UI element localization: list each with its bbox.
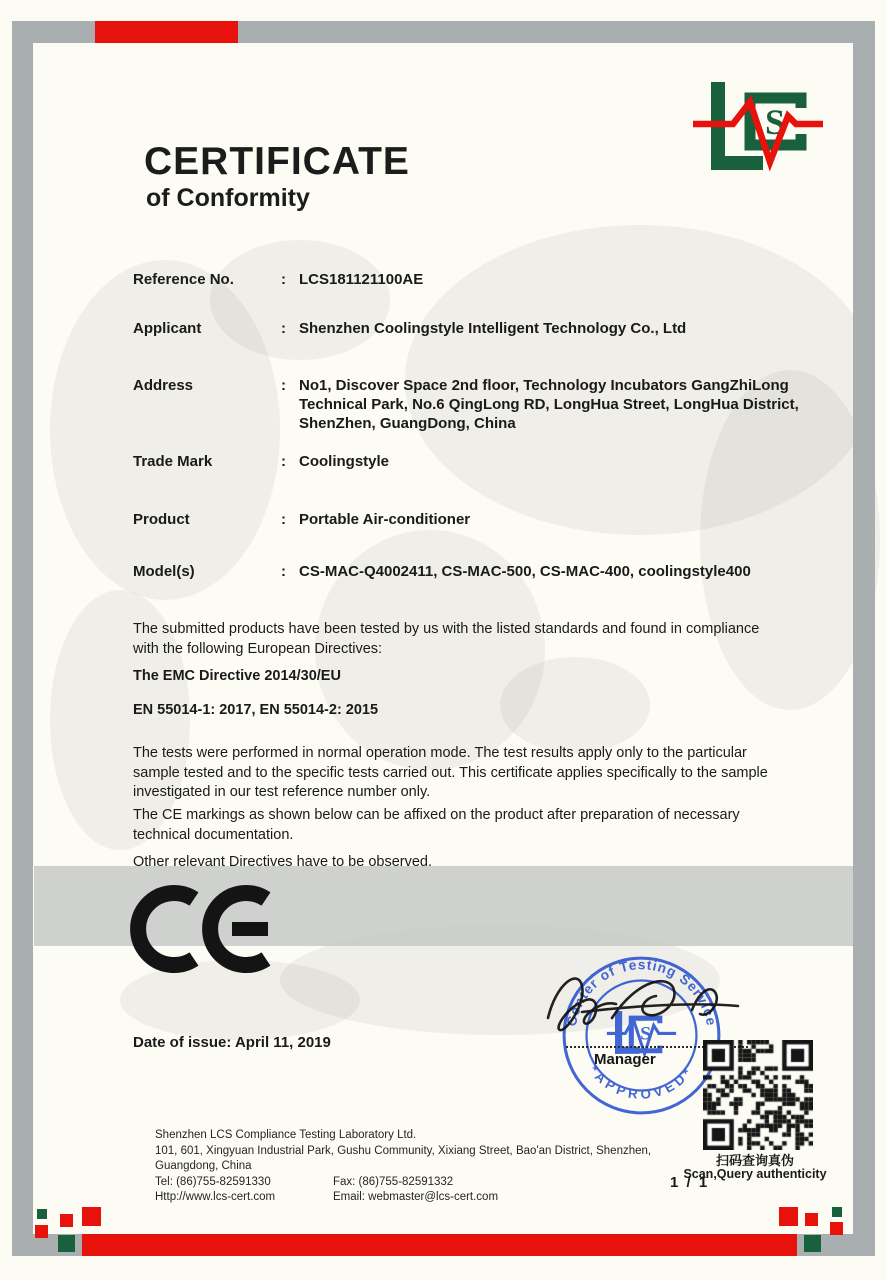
paragraph-standards: EN 55014-1: 2017, EN 55014-2: 2015 bbox=[133, 702, 379, 718]
footer-web: Http://www.lcs-cert.com bbox=[155, 1191, 276, 1203]
field-colon: : bbox=[281, 453, 286, 470]
footer-web-email bbox=[155, 1190, 715, 1206]
certificate-subtitle: of Conformity bbox=[146, 184, 310, 212]
field-row-product bbox=[133, 510, 813, 529]
paragraph-directive: The EMC Directive 2014/30/EU bbox=[133, 668, 341, 684]
corner-square bbox=[60, 1214, 73, 1227]
border-top-red-segment bbox=[95, 21, 238, 43]
footer-tel: Tel: (86)755-82591330 bbox=[155, 1175, 271, 1188]
field-label: Reference No. bbox=[133, 271, 234, 288]
field-value: Shenzhen Coolingstyle Intelligent Technology Co., Ltd bbox=[299, 320, 687, 337]
field-value: CS-MAC-Q4002411, CS-MAC-500, CS-MAC-400, coolingstyle400 bbox=[299, 563, 751, 580]
corner-square bbox=[58, 1235, 75, 1252]
footer-address-line2: Guangdong, China bbox=[155, 1160, 252, 1172]
paragraph-other: Other relevant Directives have to be observed. bbox=[133, 854, 433, 870]
field-label: Model(s) bbox=[133, 563, 195, 580]
page-number: 1 / 1 bbox=[670, 1174, 710, 1191]
qr-caption-en: Scan,Query authenticity bbox=[683, 1167, 827, 1181]
logo-letter-s: S bbox=[764, 102, 786, 142]
corner-square bbox=[779, 1207, 798, 1226]
field-value: No1, Discover Space 2nd floor, Technology Incubators GangZhiLong Technical Park, No.6 QingLong RD, LongHua Street, LongHua District, ShenZhen, GuangDong, China bbox=[299, 377, 799, 432]
corner-square bbox=[37, 1209, 47, 1219]
paragraph-tests: The tests were performed in normal operation mode. The test results apply only to the particular sample tested and to the specific tests carried out. This certificate applies specifically to the sample investigated in our test reference number only. bbox=[133, 745, 768, 800]
field-value: LCS181121100AE bbox=[299, 271, 424, 288]
border-bottom-red-segment bbox=[82, 1234, 797, 1256]
field-row-applicant bbox=[133, 319, 813, 338]
footer-email: Email: webmaster@lcs-cert.com bbox=[333, 1191, 499, 1203]
field-label: Trade Mark bbox=[133, 453, 213, 470]
footer bbox=[155, 1128, 715, 1206]
stamp-arc-bottom-text: *APPROVED* bbox=[586, 1062, 697, 1103]
paragraph-ce-marking: The CE markings as shown below can be affixed on the product after preparation of necessary technical documentation. bbox=[133, 807, 740, 843]
border-left bbox=[12, 21, 33, 1256]
field-colon: : bbox=[281, 320, 286, 337]
field-label: Product bbox=[133, 511, 190, 528]
field-colon: : bbox=[281, 271, 286, 288]
signer-role: Manager bbox=[594, 1051, 656, 1068]
field-row-address bbox=[133, 376, 813, 433]
qr-caption-cn: 扫码查询真伪 bbox=[715, 1153, 794, 1168]
footer-address-line1: 101, 601, Xingyuan Industrial Park, Gushu Community, Xixiang Street, Bao'an District, Shenzhen, bbox=[155, 1144, 652, 1157]
stamp-arc-top-text: Center of Testing Service bbox=[563, 957, 720, 1028]
stamp-letter-s: S bbox=[640, 1023, 651, 1045]
corner-square bbox=[82, 1207, 101, 1226]
qr-code bbox=[703, 1040, 813, 1150]
lcs-logo-icon bbox=[693, 72, 823, 184]
field-label: Applicant bbox=[133, 320, 202, 337]
corner-square bbox=[830, 1222, 843, 1235]
field-colon: : bbox=[281, 511, 286, 528]
corner-square bbox=[35, 1225, 48, 1238]
corner-square bbox=[804, 1235, 821, 1252]
field-value: Coolingstyle bbox=[299, 453, 390, 470]
certificate-title: CERTIFICATE bbox=[144, 140, 410, 183]
field-row-reference bbox=[133, 270, 813, 289]
field-colon: : bbox=[281, 377, 286, 394]
field-value: Portable Air-conditioner bbox=[299, 511, 471, 528]
footer-fax: Fax: (86)755-82591332 bbox=[333, 1175, 454, 1188]
ce-mark-icon bbox=[128, 882, 273, 977]
field-label: Address bbox=[133, 377, 194, 394]
field-row-models bbox=[133, 562, 813, 581]
signature bbox=[542, 960, 747, 1052]
date-of-issue: Date of issue: April 11, 2019 bbox=[133, 1034, 331, 1051]
footer-company: Shenzhen LCS Compliance Testing Laboratory Ltd. bbox=[155, 1129, 417, 1141]
border-right bbox=[853, 21, 875, 1256]
paragraph-intro: The submitted products have been tested by us with the listed standards and found in compliance with the following European Directives: bbox=[133, 621, 760, 657]
svg-text:*APPROVED* bbox=[586, 1063, 697, 1102]
corner-square bbox=[805, 1213, 818, 1226]
field-row-trademark bbox=[133, 452, 813, 471]
field-colon: : bbox=[281, 563, 286, 580]
corner-square bbox=[832, 1207, 842, 1217]
footer-tel-fax bbox=[155, 1175, 715, 1191]
